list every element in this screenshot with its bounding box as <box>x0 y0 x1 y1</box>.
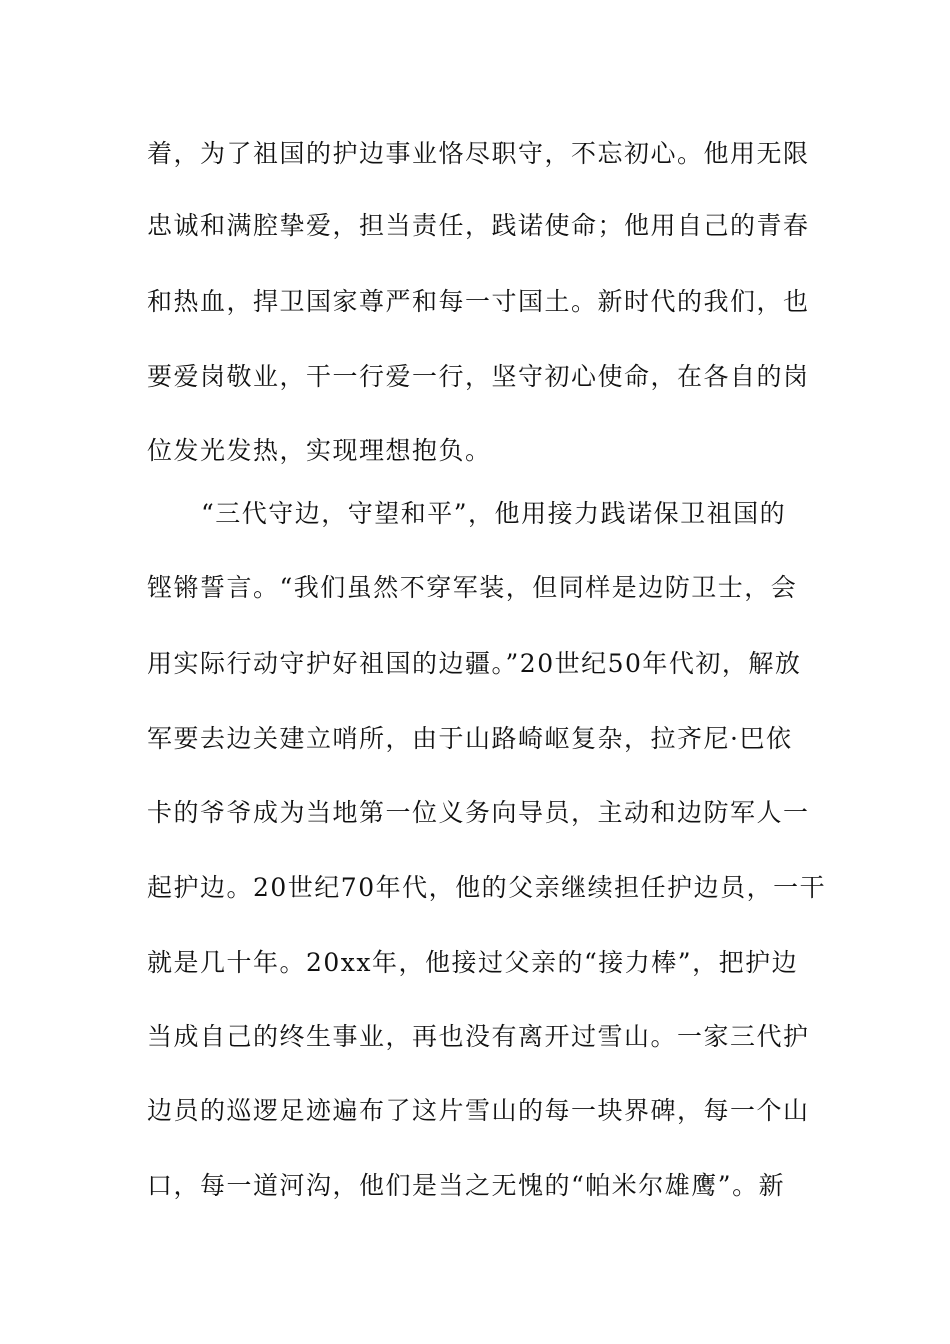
text-line: 用实际行动守护好祖国的边疆。”20世纪50年代初，解放 <box>147 649 802 678</box>
text-line: 忠诚和满腔挚爱，担当责任，践诺使命；他用自己的青春 <box>147 211 810 240</box>
text-line: 要爱岗敬业，干一行爱一行，坚守初心使命，在各自的岗 <box>147 362 810 391</box>
text-line: 卡的爷爷成为当地第一位义务向导员，主动和边防军人一 <box>147 798 810 827</box>
text-line: 就是几十年。20xx年，他接过父亲的“接力棒”，把护边 <box>147 948 799 977</box>
paragraph-first-line: “三代守边，守望和平”，他用接力践诺保卫祖国的 <box>201 499 787 528</box>
text-line: 铿锵誓言。“我们虽然不穿军装，但同样是边防卫士，会 <box>147 573 798 602</box>
text-line: 和热血，捍卫国家尊严和每一寸国土。新时代的我们，也 <box>147 287 810 316</box>
text-line: 边员的巡逻足迹遍布了这片雪山的每一块界碑，每一个山 <box>147 1096 810 1125</box>
text-line: 军要去边关建立哨所，由于山路崎岖复杂，拉齐尼·巴依 <box>147 724 793 753</box>
text-line: 当成自己的终生事业，再也没有离开过雪山。一家三代护 <box>147 1022 810 1051</box>
text-line: 口，每一道河沟，他们是当之无愧的“帕米尔雄鹰”。新 <box>147 1171 786 1200</box>
text-line: 位发光发热，实现理想抱负。 <box>147 436 492 465</box>
text-line: 着，为了祖国的护边事业恪尽职守，不忘初心。他用无限 <box>147 139 810 168</box>
text-line: 起护边。20世纪70年代，他的父亲继续担任护边员，一干 <box>147 873 827 902</box>
